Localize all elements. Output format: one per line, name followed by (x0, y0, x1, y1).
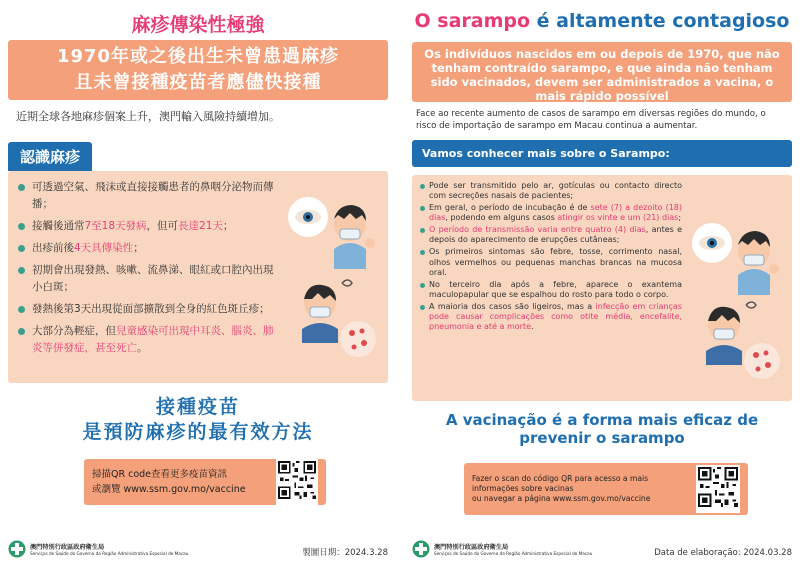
footer-pt (412, 540, 792, 558)
slogan-line-2: 是預防麻疹的最有效方法 (82, 421, 314, 443)
qr-code-icon[interactable] (696, 465, 740, 513)
fact-text: 出疹前後 (32, 242, 74, 254)
fact-text: ; (678, 213, 682, 223)
fact-text: 可透過空氣、飛沫或直接接觸患者的鼻咽分泌物而傳播； (32, 181, 274, 210)
fact-text: Pode ser transmitido pelo ar, gotículas ou contacto directo com secreções nasais de pacientes; (429, 181, 682, 201)
fact-highlight: sete (7) a dezoito (18) dias (429, 203, 683, 223)
fact-text: 。 (137, 342, 148, 354)
section-title-zh: 認識麻疹 (8, 142, 92, 171)
fact-item (18, 323, 280, 357)
fact-item (420, 247, 682, 278)
qr-text-pt (472, 474, 692, 504)
qr-line-2[interactable]: 或瀏覽 www.ssm.gov.mo/vaccine (92, 484, 246, 495)
fact-text: . (531, 322, 534, 332)
fact-highlight: O período de transmissão varia entre quatro (4) dias (429, 225, 646, 235)
portuguese-panel (412, 0, 792, 564)
facts-list-zh (18, 179, 280, 357)
chinese-panel (8, 0, 388, 564)
fact-highlight: 長達21天 (178, 220, 223, 232)
section-title-pt: Vamos conhecer mais sobre o Sarampo: (412, 140, 792, 167)
fact-highlight: 兒童感染可出現中耳炎、腦炎、肺炎等併發症，甚至死亡 (32, 325, 274, 354)
headline-line-1: 1970年或之後出生未曾患過麻疹 (56, 46, 340, 67)
bullet-dot (18, 184, 25, 191)
footer-zh (8, 540, 388, 558)
fact-text: Em geral, o período de incubação é de (429, 203, 591, 213)
fever-child-icon (286, 273, 382, 363)
bullet-dot (18, 267, 25, 274)
qr-line-1-pt: Fazer o scan do código QR para acesso a mais informações sobre vacinas (472, 474, 649, 493)
fact-text: 發熱後第3天出現從面部擴散到全身的紅色斑丘疹； (32, 303, 270, 315)
intro-text-zh: 近期全球各地麻疹個案上升，澳門輸入風險持續增加。 (16, 110, 280, 123)
qr-code-icon[interactable] (276, 459, 318, 505)
headline-line-2: 且未曾接種疫苗者應儘快接種 (74, 72, 322, 93)
bullet-dot (18, 223, 25, 230)
fact-text: 初期會出現發熱、咳嗽、流鼻涕、眼紅或口腔內出現小白斑； (32, 264, 274, 293)
ssm-logo (8, 540, 188, 558)
ssm-logo-icon (412, 540, 430, 558)
bullet-dot (420, 206, 425, 211)
bullet-dot (18, 306, 25, 313)
slogan-pt: A vacinação é a forma mais eficaz de prevenir o sarampo (445, 411, 759, 447)
qr-box-pt (464, 463, 748, 515)
bullet-dot (18, 328, 25, 335)
title-pt-b: é altamente contagioso (530, 10, 790, 32)
date-pt: Data de elaboração: 2024.03.28 (654, 548, 792, 558)
headline-box-pt: Os indivíduos nascidos em ou depois de 1970, que não tenham contraído sarampo, e que ainda não tenham sido vacinados, devem ser administrados a vacina, o mais rápido possível (412, 42, 792, 102)
bullet-dot (420, 184, 425, 189)
bullet-dot (18, 245, 25, 252)
fact-text: , podendo em alguns casos (445, 213, 558, 223)
fact-item (420, 280, 682, 301)
page-title-zh (8, 0, 388, 38)
facts-panel-zh (8, 171, 388, 383)
sick-child-icon (286, 189, 382, 269)
fact-text: , antes e depois do aparecimento de erupções cutâneas; (429, 225, 682, 245)
fact-highlight: 4天具傳染性 (74, 242, 134, 254)
fact-text: 大部分為輕症，但 (32, 325, 116, 337)
fact-item (420, 203, 682, 224)
title-pt-a: O sarampo (414, 10, 531, 32)
fact-item (18, 218, 280, 235)
page-title-pt (412, 0, 792, 38)
fact-text: ； (133, 242, 144, 254)
date-zh: 製圖日期：2024.3.28 (302, 548, 388, 558)
fact-item (18, 240, 280, 257)
fact-highlight: atingir os vinte e um (21) dias (557, 213, 679, 223)
fact-item (18, 179, 280, 213)
logo-subtitle: Serviços de Saúde do Governo da Região Administrativa Especial de Macau (30, 551, 189, 556)
slogan-zh (8, 383, 388, 453)
ssm-logo (412, 540, 592, 558)
qr-text-zh (92, 467, 270, 497)
bullet-dot (420, 228, 425, 233)
headline-box-zh (8, 40, 388, 100)
fact-item (18, 301, 280, 318)
facts-list-pt (420, 181, 682, 333)
logo-subtitle: Serviços de Saúde do Governo da Região Administrativa Especial de Macau (434, 551, 593, 556)
fact-highlight: 7至18天發病 (84, 220, 147, 232)
bullet-dot (420, 250, 425, 255)
fact-item (420, 181, 682, 202)
ssm-logo-icon (8, 540, 26, 558)
fact-text: ，但可 (146, 220, 179, 232)
eye-icon (690, 215, 786, 295)
fact-text: No terceiro dia após a febre, aparece o exantema maculopapular que se espalhou do rosto para todo o corpo. (429, 279, 682, 299)
fact-text: A maioria dos casos são ligeiros, mas a (429, 301, 596, 311)
fact-item (18, 262, 280, 296)
bullet-dot (420, 283, 425, 288)
fact-text: Os primeiros sintomas são febre, tosse, corrimento nasal, olhos vermelhos ou pequenas manchas brancas na mucosa oral. (429, 247, 682, 277)
qr-line-1: 掃描QR code查看更多疫苗資訊 (92, 469, 228, 480)
fact-text: 接觸後通常 (32, 220, 85, 232)
fact-text: ； (222, 220, 234, 232)
rash-icon (690, 295, 786, 385)
intro-text-pt: Face ao recente aumento de casos de sarampo em diversas regiões do mundo, o risco de importação de sarampo em Macau continua a aumentar. (416, 109, 766, 131)
bullet-dot (420, 305, 425, 310)
title-zh: 麻疹傳染性極強 (131, 14, 265, 36)
slogan-line-1: 接種疫苗 (155, 396, 240, 418)
qr-line-2-pt[interactable]: ou navegar a página www.ssm.gov.mo/vaccine (472, 494, 651, 503)
fact-highlight: infecção em crianças pode causar complicações como otite média, encefalite, pneumonia e até a morte (429, 301, 682, 332)
logo-name: 澳門特別行政區政府衛生局 (30, 544, 105, 551)
facts-panel-pt (412, 175, 792, 401)
qr-box-zh (84, 459, 326, 505)
fact-item (420, 302, 682, 333)
logo-name: 澳門特別行政區政府衛生局 (434, 544, 509, 551)
fact-item (420, 225, 682, 246)
